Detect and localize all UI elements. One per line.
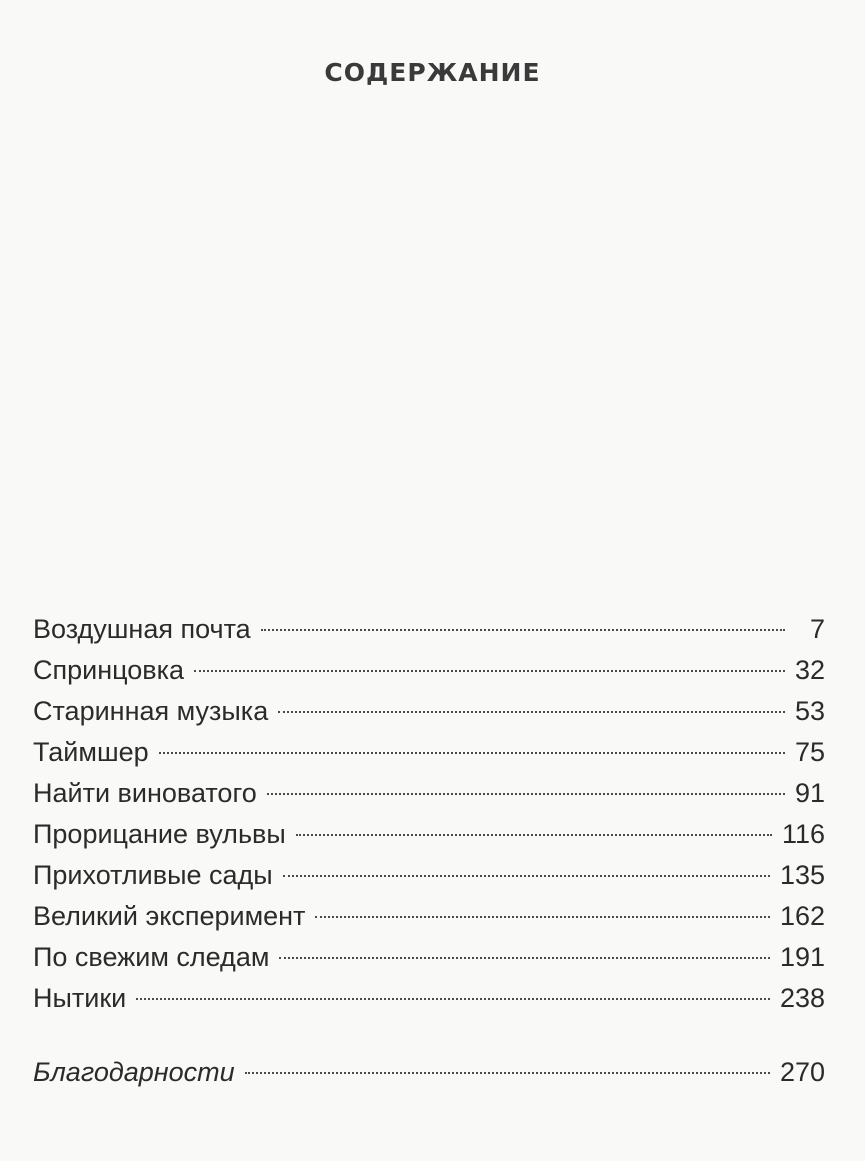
table-of-contents — [33, 609, 825, 1093]
toc-entry-page: 91 — [794, 778, 825, 808]
dot-leader — [279, 930, 770, 959]
toc-entry-title: Великий эксперимент — [33, 901, 306, 931]
toc-entry-title: Спринцовка — [33, 655, 185, 685]
toc-entry-page: 53 — [794, 696, 825, 726]
toc-entry-title: Найти виноватого — [33, 778, 257, 808]
dot-leader — [245, 1045, 770, 1074]
toc-entry-acknowledgements — [33, 1052, 825, 1093]
page-title: СОДЕРЖАНИЕ — [324, 58, 541, 87]
toc-entry-page: 191 — [779, 942, 825, 972]
dot-leader — [194, 643, 785, 672]
toc-entry-title: Прорицание вульвы — [33, 819, 286, 849]
toc-entry-page: 116 — [781, 819, 825, 849]
dot-leader — [315, 889, 770, 918]
toc-entry-page: 162 — [779, 901, 825, 931]
dot-leader — [283, 848, 770, 877]
toc-entry-title: Прихотливые сады — [33, 860, 273, 890]
toc-entry-page: 75 — [794, 737, 825, 767]
dot-leader — [267, 766, 785, 795]
toc-entry-title: Нытики — [33, 983, 127, 1013]
toc-entry-title: Таймшер — [33, 737, 149, 767]
toc-entry-page: 32 — [794, 655, 825, 685]
toc-entry-title: Воздушная почта — [33, 614, 251, 644]
toc-entry — [33, 978, 825, 1019]
toc-entry-page: 135 — [779, 860, 825, 890]
dot-leader — [278, 684, 785, 713]
toc-entry-page: 7 — [809, 614, 825, 644]
toc-entry-page: 270 — [779, 1057, 825, 1087]
toc-entry-page: 238 — [779, 983, 825, 1013]
dot-leader — [136, 971, 770, 1000]
toc-entry-title: Старинная музыка — [33, 696, 269, 726]
dot-leader — [296, 807, 772, 836]
dot-leader — [159, 725, 785, 754]
toc-entry-title: По свежим следам — [33, 942, 270, 972]
toc-entry-title: Благодарности — [33, 1057, 235, 1087]
dot-leader — [261, 602, 785, 631]
